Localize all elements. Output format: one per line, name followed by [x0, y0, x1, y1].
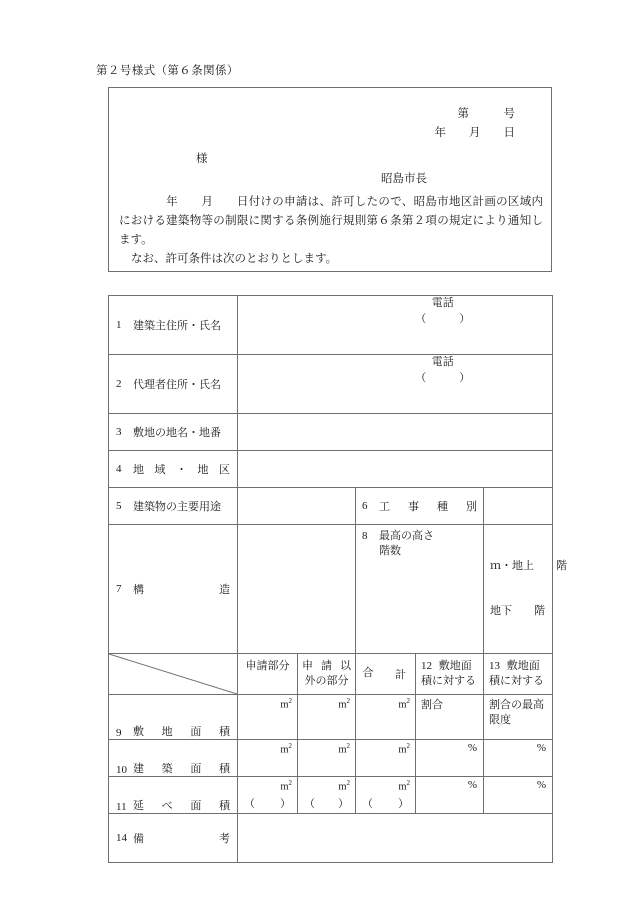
owner-telephone-label: 電話 [431, 297, 454, 309]
row-number-total-floor-area: 11 [116, 801, 127, 813]
row-label-text-owner: 建築主住所・氏名 [133, 320, 221, 332]
unit-percent: % [536, 779, 547, 791]
column-header-applied-part [238, 654, 298, 695]
site-area-applied-part[interactable] [238, 695, 298, 740]
building-area-applied-part[interactable] [238, 740, 298, 777]
row-number-remarks: 14 [116, 832, 127, 844]
row-label-structure [109, 525, 238, 654]
row-label-total-floor-area [109, 777, 238, 814]
row-number-agent: 2 [116, 378, 122, 390]
row-label-text-main-use: 建築物の主要用途 [133, 501, 221, 513]
unit-square-meter: $m^2$ [338, 742, 350, 756]
unit-square-meter: $m^2$ [398, 779, 410, 793]
unit-percent: % [536, 742, 547, 754]
height-label-line1: 最高の高さ [379, 530, 434, 542]
paren-close: ） [338, 798, 349, 810]
unit-square-meter: $m^2$ [338, 697, 350, 711]
column-header-max-ratio-line3: 割合の最高 [489, 699, 544, 711]
column-header-ratio-num: 12 [421, 660, 432, 672]
row-number-work-type: 6 [362, 500, 368, 512]
row-label-site-area [109, 695, 238, 740]
column-header-ratio-line2: 積に対する [421, 675, 476, 687]
row-value-height-floors[interactable] [484, 525, 567, 654]
row-label-text-structure: 構造 [133, 584, 230, 596]
paren-open: （ [304, 798, 315, 810]
unit-square-meter: $m^2$ [398, 742, 410, 756]
column-header-ratio [416, 654, 484, 695]
notice-box [108, 87, 552, 272]
column-header-total [356, 654, 416, 695]
row-value-main-use[interactable] [238, 488, 356, 525]
document-number: 第 号 [457, 108, 515, 120]
column-header-max-ratio [484, 654, 553, 695]
height-value-line1: ｍ・地上 階 [490, 560, 567, 572]
total-floor-area-total[interactable] [356, 777, 416, 814]
form-number-heading: 第２号様式（第６条関係） [96, 65, 239, 77]
row-number-owner: 1 [116, 319, 122, 331]
unit-square-meter: $m^2$ [338, 779, 350, 793]
row-label-area-district [109, 451, 238, 488]
row-label-building-area [109, 740, 238, 777]
table-column-header-row [109, 654, 553, 695]
table-row [109, 525, 553, 654]
row-number-main-use: 5 [116, 500, 122, 512]
diagonal-line-icon [109, 654, 237, 694]
row-label-text-site-address: 敷地の地名・地番 [133, 427, 221, 439]
total-floor-area-ratio[interactable] [416, 777, 484, 814]
row-label-main-use [109, 488, 238, 525]
agent-telephone-line [238, 329, 552, 409]
row-value-agent[interactable] [238, 355, 553, 414]
row-label-text-site-area: 敷地面積 [133, 726, 230, 738]
table-row [109, 355, 553, 414]
building-area-ratio[interactable] [416, 740, 484, 777]
notice-paragraph-2: なお、許可条件は次のとおりとします。 [131, 253, 338, 265]
row-label-owner [109, 296, 238, 355]
paren-close: ） [398, 798, 409, 810]
row-value-area-district[interactable] [238, 451, 553, 488]
total-floor-area-other-part[interactable] [298, 777, 356, 814]
row-label-text-building-area: 建築面積 [133, 763, 230, 775]
row-value-remarks[interactable] [238, 814, 553, 863]
row-label-height-floors [356, 525, 484, 654]
table-row [109, 451, 553, 488]
permit-details-table [108, 295, 567, 863]
row-label-agent [109, 355, 238, 414]
row-label-text-agent: 代理者住所・氏名 [133, 379, 221, 391]
document-date: 年 月 日 [434, 127, 515, 139]
building-area-max-ratio[interactable] [484, 740, 553, 777]
paren-group [356, 795, 415, 811]
column-header-other-part-line1: 申請以 [302, 660, 351, 672]
row-label-work-type [356, 488, 484, 525]
table-row [109, 414, 553, 451]
column-header-total-suffix: 計 [395, 669, 406, 681]
unit-square-meter: $m^2$ [280, 742, 292, 756]
row-label-text-work-type: 工事種別 [379, 501, 477, 513]
paren-open: （ [244, 798, 255, 810]
row-label-text-total-floor-area: 延べ面積 [133, 800, 230, 812]
table-row [109, 695, 553, 740]
row-value-site-address[interactable] [238, 414, 553, 451]
row-label-text-area-district: 地域・地区 [133, 464, 230, 476]
table-row [109, 777, 553, 814]
agent-telephone-label: 電話 [431, 356, 454, 368]
unit-square-meter: $m^2$ [280, 697, 292, 711]
site-area-max-ratio[interactable] [484, 695, 553, 740]
row-label-remarks [109, 814, 238, 863]
column-header-ratio-line3: 割合 [421, 699, 443, 711]
paren-close: ） [280, 798, 291, 810]
site-area-total[interactable] [356, 695, 416, 740]
row-label-site-address [109, 414, 238, 451]
site-area-other-part[interactable] [298, 695, 356, 740]
total-floor-area-max-ratio[interactable] [484, 777, 553, 814]
column-header-max-ratio-line2: 積に対する [489, 675, 544, 687]
building-area-total[interactable] [356, 740, 416, 777]
owner-telephone-value: （ ） [415, 313, 471, 325]
unit-square-meter: $m^2$ [280, 779, 292, 793]
notice-paragraph-1: 年 月 日付けの申請は、許可したので、昭島市地区計画の区域内における建築物等の制限に関する条例施行規則第６条第２項の規定により通知します。 [119, 196, 543, 246]
row-number-area-district: 4 [116, 463, 122, 475]
total-floor-area-applied-part[interactable] [238, 777, 298, 814]
building-area-other-part[interactable] [298, 740, 356, 777]
column-header-applied-part-label: 申請部分 [245, 660, 290, 672]
addressee-honorific: 様 [196, 153, 208, 165]
row-number-site-address: 3 [116, 426, 122, 438]
column-header-other-part [298, 654, 356, 695]
row-value-structure[interactable] [238, 525, 356, 654]
height-value-line2: 地下 階 [490, 605, 545, 617]
column-header-max-ratio-line4: 限度 [489, 714, 511, 726]
paren-group [238, 795, 297, 811]
unit-square-meter: $m^2$ [398, 697, 410, 711]
row-label-text-remarks: 備考 [133, 833, 230, 845]
issuer-name: 昭島市長 [381, 173, 427, 185]
unit-percent: % [467, 779, 477, 791]
column-header-other-part-line2: 外の部分 [304, 675, 349, 687]
row-number-site-area: 9 [116, 727, 122, 739]
height-label-line2: 階数 [379, 545, 401, 557]
column-header-max-ratio-line1: 敷地面 [506, 660, 540, 672]
notice-body [119, 193, 543, 269]
row-number-structure: 7 [116, 583, 122, 595]
paren-open: （ [362, 798, 373, 810]
diagonal-header-cell [109, 654, 238, 695]
unit-percent: % [467, 742, 477, 754]
table-row [109, 488, 553, 525]
row-value-work-type[interactable] [484, 488, 553, 525]
column-header-max-ratio-num: 13 [489, 660, 500, 672]
table-row [109, 814, 553, 863]
agent-telephone-value: （ ） [415, 372, 471, 384]
column-header-total-label: 合 [362, 667, 374, 679]
row-number-height-floors: 8 [362, 530, 368, 542]
column-header-ratio-line1: 敷地面 [438, 660, 472, 672]
site-area-ratio[interactable] [416, 695, 484, 740]
paren-group [298, 795, 355, 811]
table-row [109, 740, 553, 777]
row-number-building-area: 10 [116, 764, 127, 776]
